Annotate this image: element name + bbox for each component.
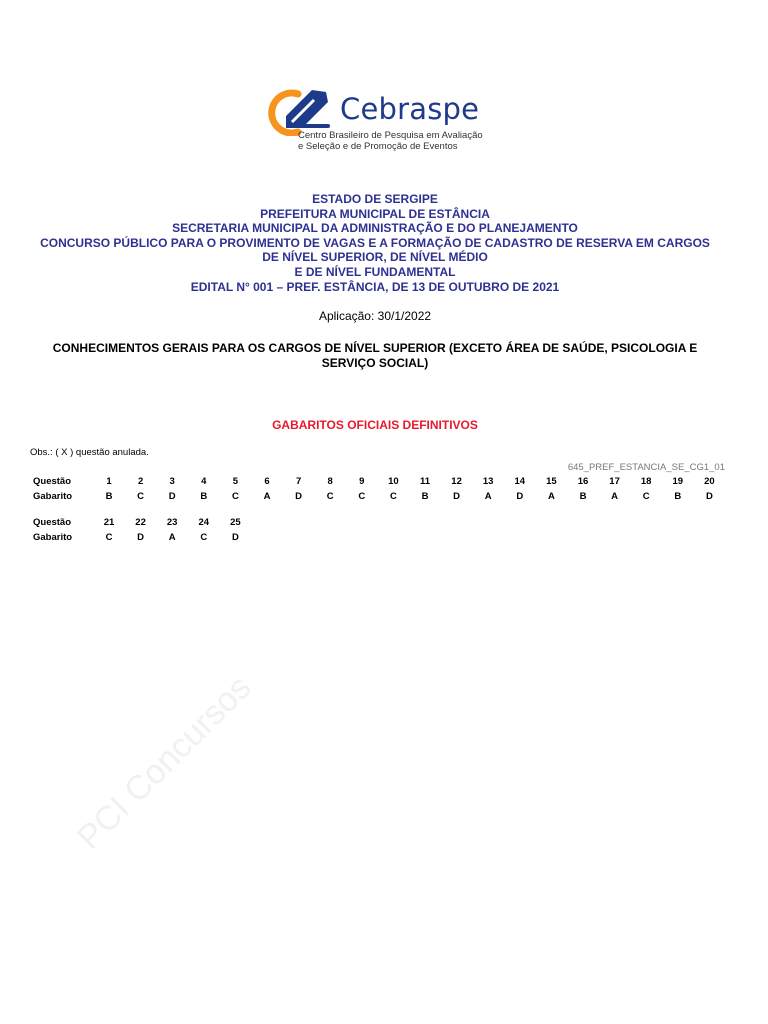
answer-letter: C bbox=[358, 491, 366, 502]
question-number: 6 bbox=[264, 476, 270, 487]
gabarito-label: Gabarito bbox=[33, 491, 73, 502]
cebraspe-logo-icon bbox=[268, 86, 338, 136]
question-number: 4 bbox=[201, 476, 207, 487]
cebraspe-logo bbox=[268, 86, 488, 156]
logo-subtitle-line1: Centro Brasileiro de Pesquisa em Avaliação bbox=[298, 130, 483, 141]
answer-letter: D bbox=[295, 491, 303, 502]
question-number: 10 bbox=[388, 476, 399, 487]
question-number: 7 bbox=[295, 476, 302, 487]
question-number: 15 bbox=[546, 476, 557, 487]
answer-letter: C bbox=[137, 491, 145, 502]
header-line-levels: DE NÍVEL SUPERIOR, DE NÍVEL MÉDIO bbox=[262, 250, 488, 265]
application-date: Aplicação: 30/1/2022 bbox=[318, 309, 432, 323]
question-number: 18 bbox=[640, 476, 652, 487]
question-number: 12 bbox=[451, 476, 462, 487]
answer-letter: A bbox=[611, 491, 619, 502]
question-number: 8 bbox=[327, 476, 333, 487]
gabarito-label: Gabarito bbox=[33, 532, 73, 543]
document-header bbox=[20, 192, 730, 294]
question-number: 23 bbox=[166, 517, 178, 528]
answer-letter: C bbox=[200, 532, 208, 543]
answer-letter: A bbox=[168, 532, 176, 543]
answer-letter: D bbox=[231, 532, 239, 543]
question-number: 21 bbox=[103, 517, 115, 528]
answer-letter: B bbox=[200, 491, 208, 502]
question-number: 14 bbox=[514, 476, 526, 487]
question-number: 3 bbox=[169, 476, 175, 487]
question-number: 13 bbox=[482, 476, 494, 487]
header-line-state: ESTADO DE SERGIPE bbox=[312, 192, 438, 206]
answer-letter: A bbox=[484, 491, 492, 502]
obs-note: Obs.: ( X ) questão anulada. bbox=[30, 447, 149, 458]
question-number: 1 bbox=[106, 476, 112, 487]
answer-letter: D bbox=[705, 491, 713, 502]
answer-letter: D bbox=[453, 491, 461, 502]
header-line-secretariat: SECRETARIA MUNICIPAL DA ADMINISTRAÇÃO E DO PLANEJAMENTO bbox=[172, 221, 578, 236]
question-number: 9 bbox=[359, 476, 365, 487]
question-number: 22 bbox=[135, 517, 146, 528]
cargo-title: CONHECIMENTOS GERAIS PARA OS CARGOS DE NÍVEL SUPERIOR (EXCETO ÁREA DE SAÚDE, PSICOLOGIA E SERVIÇO SOCIAL) bbox=[52, 341, 698, 370]
answer-letter: C bbox=[231, 491, 239, 502]
answer-letter: C bbox=[105, 532, 113, 543]
gabarito-title: GABARITOS OFICIAIS DEFINITIVOS bbox=[272, 418, 478, 432]
answer-letter: C bbox=[326, 491, 334, 502]
question-number: 25 bbox=[230, 517, 241, 528]
answer-letter: A bbox=[263, 491, 271, 502]
question-number: 24 bbox=[198, 517, 210, 528]
question-number: 17 bbox=[609, 476, 620, 487]
answer-letter: C bbox=[389, 491, 397, 502]
answer-letter: A bbox=[547, 491, 555, 502]
answer-letter: B bbox=[105, 491, 113, 502]
questao-label: Questão bbox=[33, 517, 72, 528]
question-number: 19 bbox=[672, 476, 684, 487]
question-number: 16 bbox=[577, 476, 589, 487]
header-line-fundamental: E DE NÍVEL FUNDAMENTAL bbox=[294, 264, 456, 279]
answer-letter: C bbox=[642, 491, 650, 502]
watermark: PCI Concursos bbox=[70, 668, 259, 857]
header-line-edital: EDITAL N° 001 – PREF. ESTÂNCIA, DE 13 DE OUTUBRO DE 2021 bbox=[190, 279, 560, 294]
document-code: 645_PREF_ESTANCIA_SE_CG1_01 bbox=[567, 462, 725, 473]
answer-letter: D bbox=[516, 491, 524, 502]
question-number: 2 bbox=[137, 476, 144, 487]
question-number: 11 bbox=[419, 476, 431, 487]
logo-subtitle-line2: e Seleção e de Promoção de Eventos bbox=[298, 141, 458, 152]
logo-name: Cebraspe bbox=[340, 92, 480, 126]
question-number: 5 bbox=[232, 476, 239, 487]
answer-letter: D bbox=[168, 491, 176, 502]
header-line-prefecture: PREFEITURA MUNICIPAL DE ESTÂNCIA bbox=[260, 206, 490, 221]
question-number: 20 bbox=[704, 476, 715, 487]
answer-letter: D bbox=[137, 532, 145, 543]
answer-letter: B bbox=[421, 491, 429, 502]
answer-letter: B bbox=[579, 491, 587, 502]
answer-letter: B bbox=[674, 491, 682, 502]
header-line-contest: CONCURSO PÚBLICO PARA O PROVIMENTO DE VAGAS E A FORMAÇÃO DE CADASTRO DE RESERVA EM CARGOS bbox=[40, 235, 710, 250]
questao-label: Questão bbox=[33, 476, 72, 487]
